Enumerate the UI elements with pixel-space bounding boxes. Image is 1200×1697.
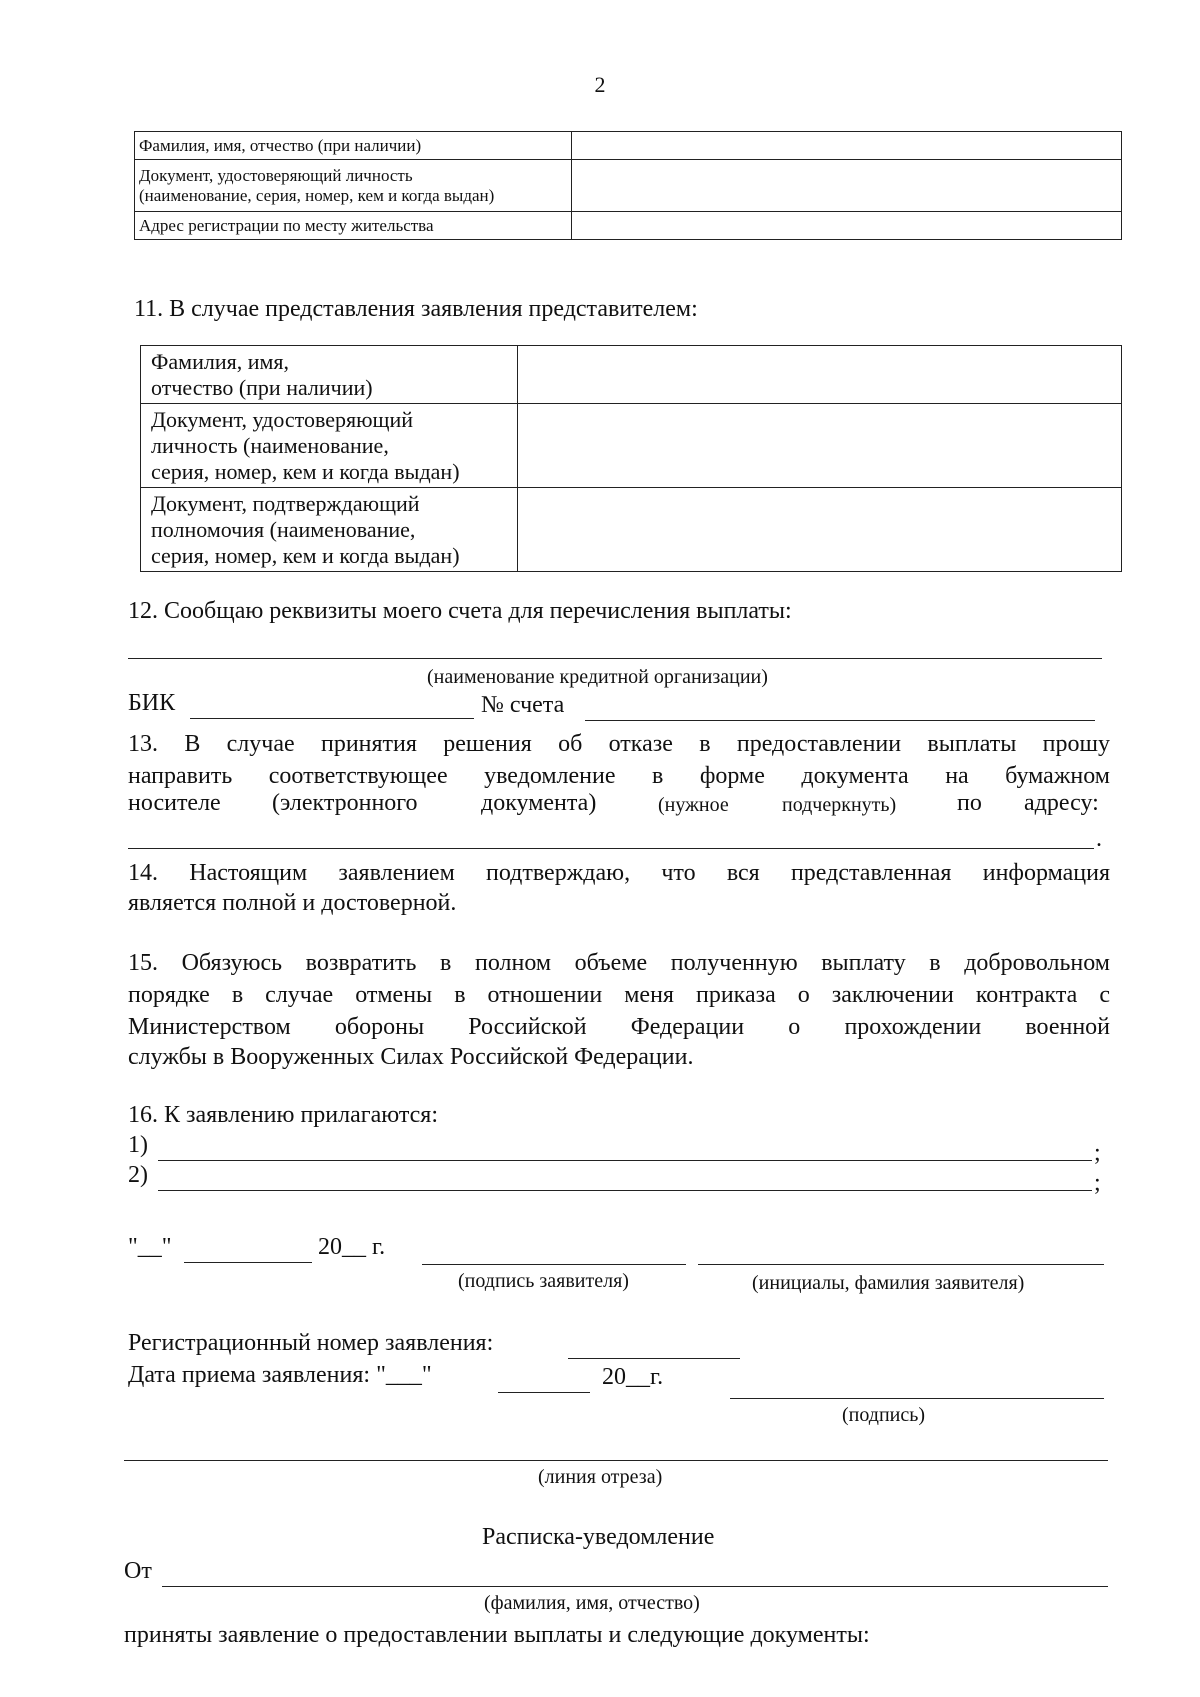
section12-heading: 12. Сообщаю реквизиты моего счета для перечисления выплаты:: [128, 598, 792, 624]
rep-identity-line1: Документ, удостоверяющий: [151, 406, 414, 432]
rep-row-label-name: [141, 346, 518, 404]
section15-line1: 15. Обязуюсь возвратить в полном объеме полученную выплату в добровольном: [128, 950, 1110, 976]
receiver-signature-caption: (подпись): [842, 1404, 926, 1426]
rep-name-line1: Фамилия, имя,: [151, 348, 290, 374]
cut-line: [124, 1460, 1108, 1461]
section15-line3: Министерством обороны Российской Федерации о прохождении военной: [128, 1014, 1110, 1040]
rep-identity-line2: личность (наименование,: [151, 432, 389, 458]
attachment-2-semicolon: ;: [1094, 1170, 1101, 1196]
receipt-from-label: От: [124, 1558, 152, 1584]
rep-row-label-identity: [141, 404, 518, 488]
section13-word-address: адресу:: [1024, 790, 1099, 816]
section13-word-underline: подчеркнуть): [782, 794, 897, 816]
date-month-line[interactable]: [184, 1262, 312, 1263]
section13-word-to: по: [957, 790, 982, 816]
address-line[interactable]: [128, 848, 1094, 849]
bank-name-caption: (наименование кредитной организации): [427, 666, 768, 688]
section13-line1: 13. В случае принятия решения об отказе в предоставлении выплаты прошу: [128, 731, 1110, 757]
registration-number-line[interactable]: [568, 1358, 740, 1359]
attachment-2-line[interactable]: [158, 1190, 1092, 1191]
row-label-registration-address: Адрес регистрации по месту жительства: [135, 212, 572, 240]
applicant-signature-caption: (подпись заявителя): [458, 1270, 629, 1292]
cut-line-caption: (линия отреза): [538, 1466, 663, 1488]
account-label: № счета: [481, 692, 565, 718]
section14-line2: является полной и достоверной.: [128, 890, 457, 916]
bik-line[interactable]: [190, 718, 474, 719]
section11-heading: 11. В случае представления заявления представителем:: [134, 296, 698, 322]
rep-identity-value-cell[interactable]: [518, 404, 1122, 488]
rep-identity-line3: серия, номер, кем и когда выдан): [151, 458, 460, 484]
attachment-2-number: 2): [128, 1162, 148, 1188]
rep-authority-line1: Документ, подтверждающий: [151, 490, 420, 516]
receipt-from-line[interactable]: [162, 1586, 1108, 1587]
receipt-name-caption: (фамилия, имя, отчество): [484, 1592, 700, 1614]
row-label-identity-document: [135, 160, 572, 212]
date-day-field[interactable]: "__": [128, 1234, 172, 1260]
applicant-name-caption: (инициалы, фамилия заявителя): [752, 1272, 1025, 1294]
receipt-title: Расписка-уведомление: [482, 1524, 715, 1550]
rep-name-line2: отчество (при наличии): [151, 374, 373, 400]
section13-word-needed: (нужное: [658, 794, 729, 816]
attachment-1-line[interactable]: [158, 1160, 1092, 1161]
section13-line2: направить соответствующее уведомление в форме документа на бумажном: [128, 763, 1110, 789]
applicant-name-line[interactable]: [698, 1264, 1104, 1265]
applicant-table: [134, 131, 1122, 240]
section15-line4: службы в Вооруженных Силах Российской Федерации.: [128, 1044, 694, 1070]
section13-word-carrier: носителе: [128, 790, 221, 816]
account-line[interactable]: [585, 720, 1095, 721]
full-name-value-cell[interactable]: [572, 132, 1122, 160]
identity-doc-line1: Документ, удостоверяющий личность: [139, 165, 413, 185]
rep-authority-line3: серия, номер, кем и когда выдан): [151, 542, 460, 568]
applicant-signature-line[interactable]: [422, 1264, 686, 1265]
bik-label: БИК: [128, 690, 176, 716]
receipt-date-label[interactable]: Дата приема заявления: "___": [128, 1362, 432, 1388]
section15-line2: порядке в случае отмены в отношении меня приказа о заключении контракта с: [128, 982, 1110, 1008]
receipt-date-month-line[interactable]: [498, 1392, 590, 1393]
page-number: 2: [594, 72, 606, 97]
section13-word-electronic: (электронного: [272, 790, 418, 816]
rep-name-value-cell[interactable]: [518, 346, 1122, 404]
section16-heading: 16. К заявлению прилагаются:: [128, 1102, 439, 1128]
receipt-date-year[interactable]: 20__г.: [602, 1364, 664, 1390]
date-year-field[interactable]: 20__ г.: [318, 1234, 386, 1260]
address-end-dot: .: [1096, 826, 1102, 852]
receipt-accepted-text: приняты заявление о предоставлении выплаты и следующие документы:: [124, 1622, 870, 1648]
registration-number-label: Регистрационный номер заявления:: [128, 1330, 494, 1356]
registration-address-value-cell[interactable]: [572, 212, 1122, 240]
rep-row-label-authority: [141, 488, 518, 572]
rep-authority-line2: полномочия (наименование,: [151, 516, 416, 542]
row-label-full-name: Фамилия, имя, отчество (при наличии): [135, 132, 572, 160]
representative-table: [140, 345, 1122, 572]
identity-document-value-cell[interactable]: [572, 160, 1122, 212]
section14-line1: 14. Настоящим заявлением подтверждаю, что вся представленная информация: [128, 860, 1110, 886]
rep-authority-value-cell[interactable]: [518, 488, 1122, 572]
section13-word-document: документа): [481, 790, 597, 816]
bank-name-line[interactable]: [128, 658, 1102, 659]
receiver-signature-line[interactable]: [730, 1398, 1104, 1399]
attachment-1-semicolon: ;: [1094, 1140, 1101, 1166]
identity-doc-line2: (наименование, серия, номер, кем и когда выдан): [139, 185, 495, 205]
attachment-1-number: 1): [128, 1132, 148, 1158]
